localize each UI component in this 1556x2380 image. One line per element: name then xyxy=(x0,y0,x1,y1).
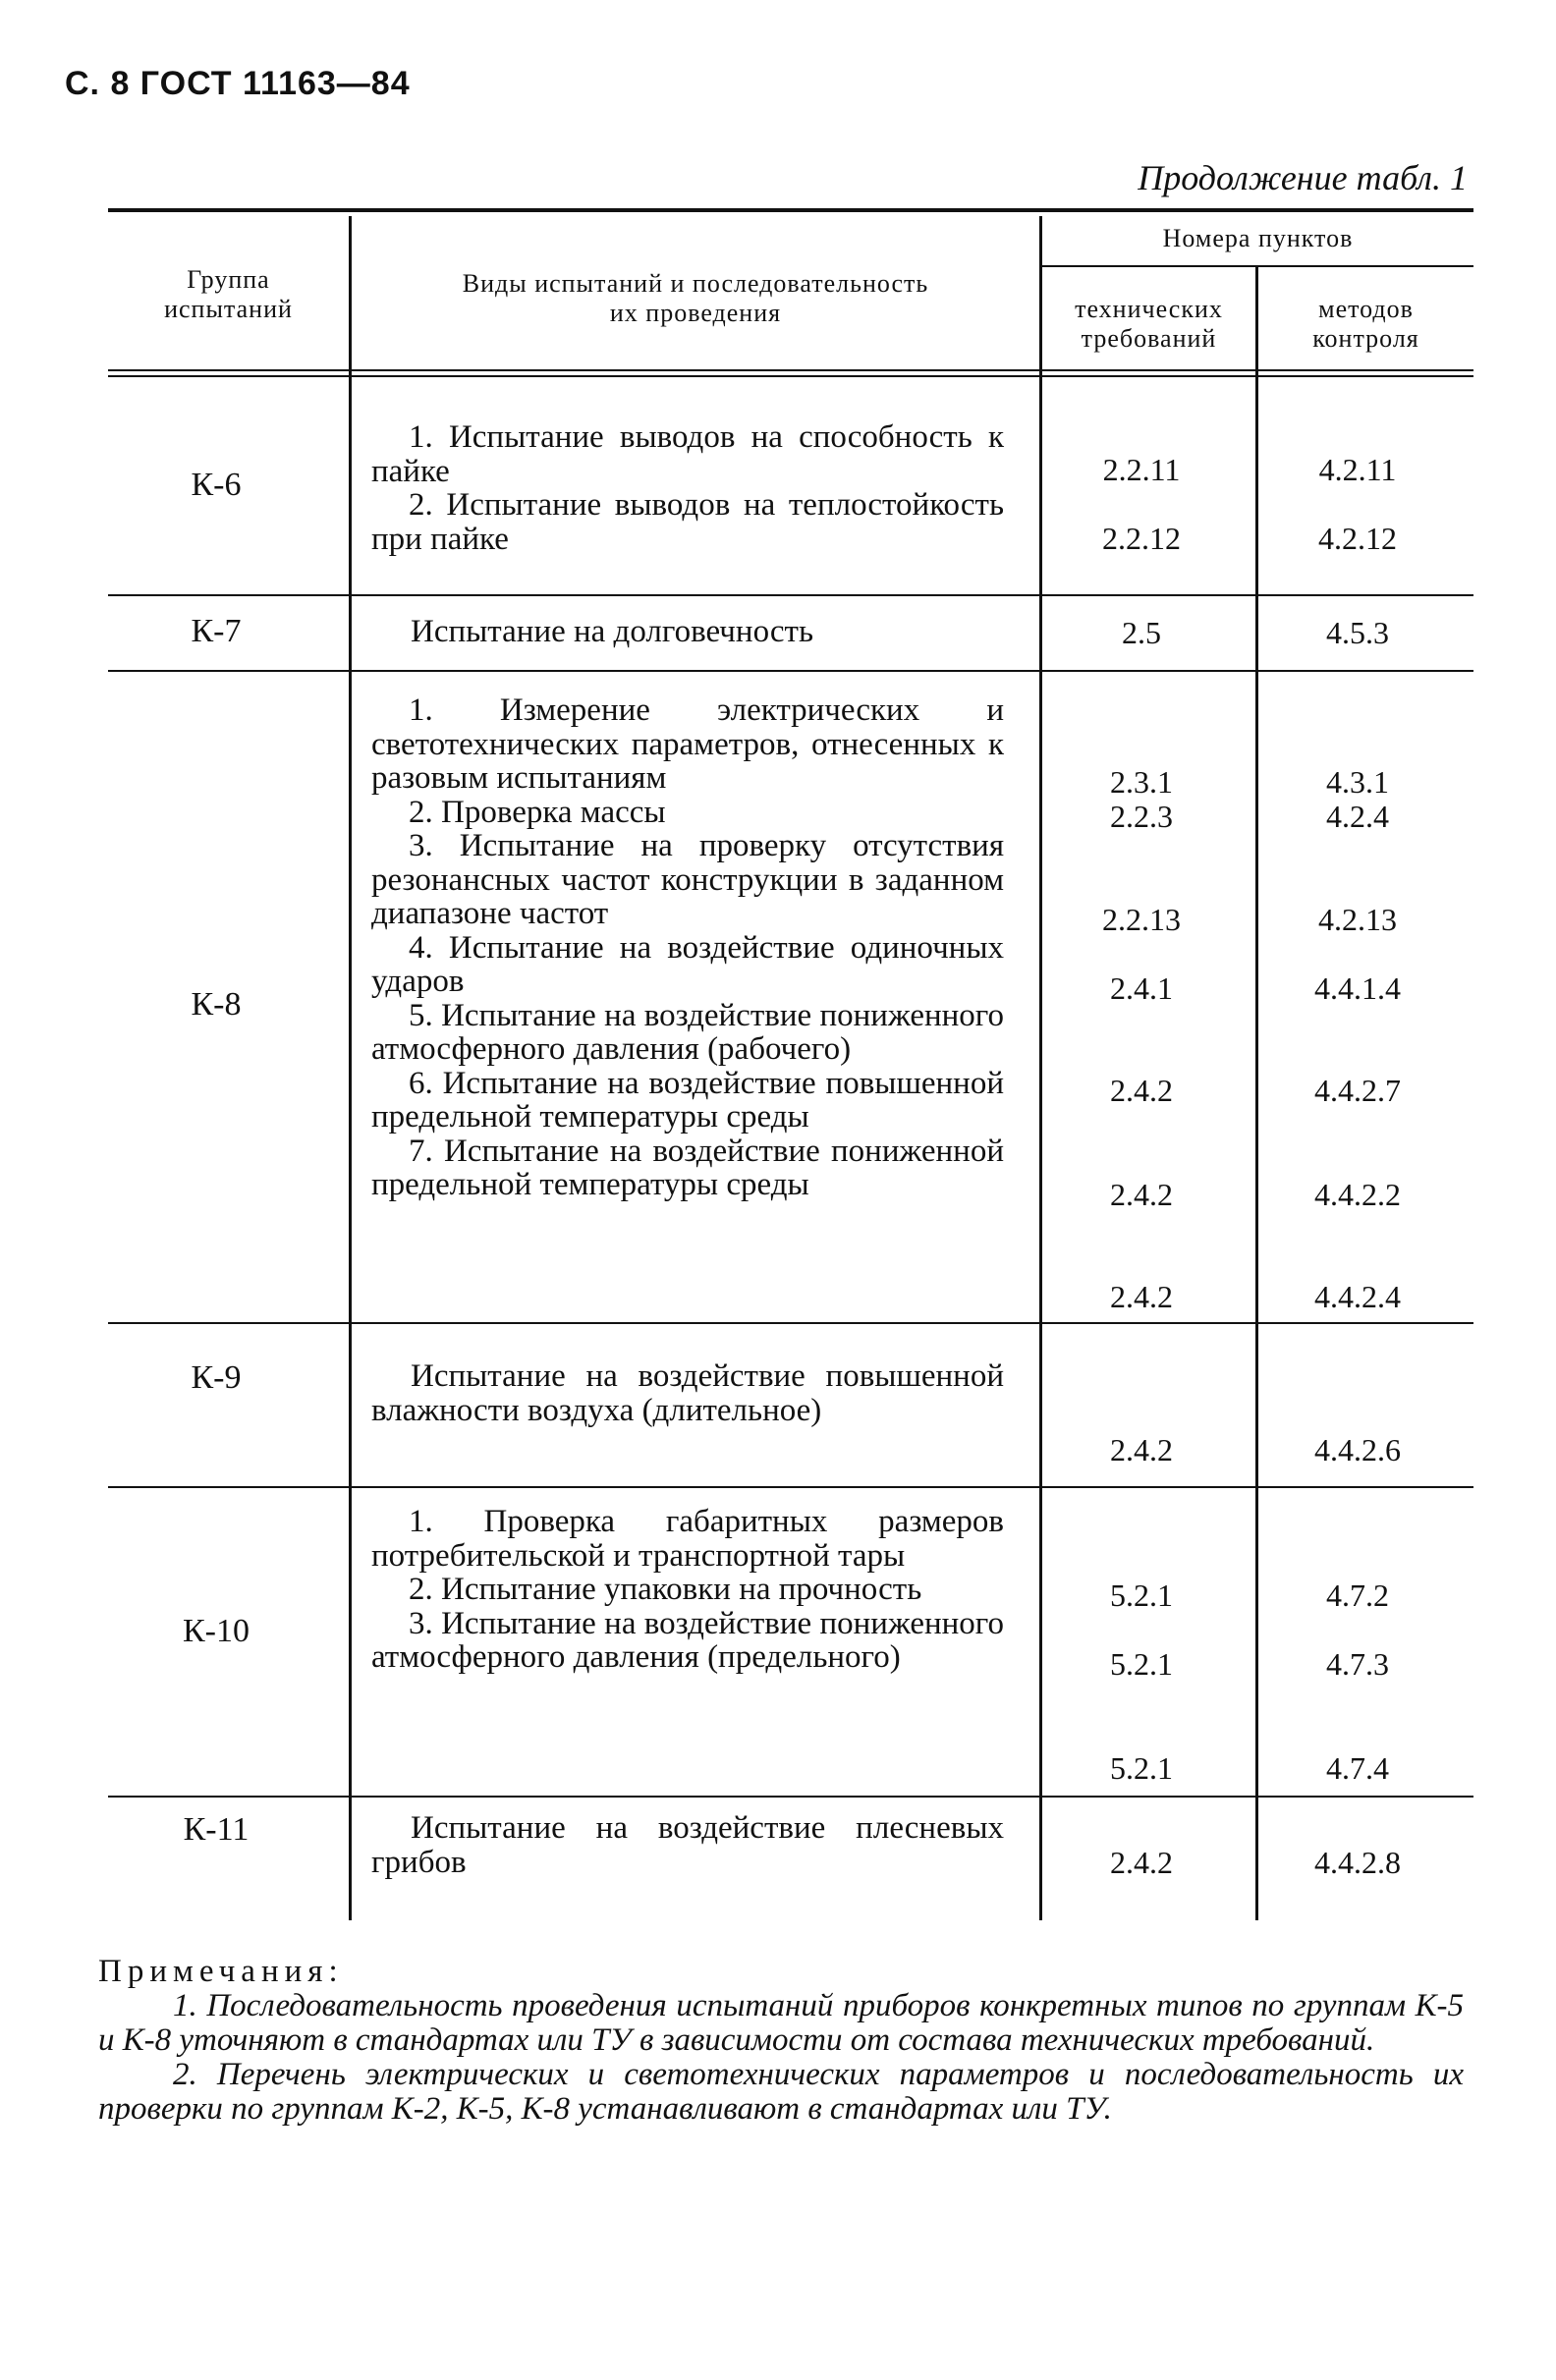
notes-section xyxy=(98,1955,1464,2127)
tech-req-value: 2.5 xyxy=(1122,615,1161,650)
header-bottom-rule xyxy=(108,369,1473,371)
method-value: 4.2.12 xyxy=(1318,521,1397,556)
group-label: К-8 xyxy=(191,986,242,1023)
group-label: К-10 xyxy=(183,1613,250,1649)
test-description: Испытание на воздействие повышенной влажности воздуха (длительное) xyxy=(371,1358,1004,1428)
col-divider-1 xyxy=(349,216,352,1920)
method-value: 4.4.2.2 xyxy=(1314,1177,1401,1212)
method-value: 4.3.1 xyxy=(1326,764,1389,800)
tech-req-value: 2.2.3 xyxy=(1110,799,1173,834)
row-separator xyxy=(108,1322,1473,1324)
tech-req-value: 2.4.2 xyxy=(1110,1432,1173,1467)
tech-req-value: 2.2.12 xyxy=(1102,521,1181,556)
page-header: С. 8 ГОСТ 11163—84 xyxy=(65,65,411,102)
method-value: 4.5.3 xyxy=(1326,615,1389,650)
tech-req-value: 2.2.13 xyxy=(1102,902,1181,937)
method-value: 4.4.2.6 xyxy=(1314,1432,1401,1467)
tech-req-value: 5.2.1 xyxy=(1110,1750,1173,1786)
row-separator xyxy=(108,670,1473,672)
method-value: 4.7.2 xyxy=(1326,1577,1389,1613)
group-label: К-7 xyxy=(191,613,242,649)
note-item: 1. Последовательность проведения испытаний приборов конкретных типов по группам К-5 и К-8 уточняют в стандартах или ТУ в зависимости от состава технических требований. xyxy=(98,1988,1464,2058)
row-separator xyxy=(108,1796,1473,1798)
tech-req-value: 2.4.1 xyxy=(1110,970,1173,1006)
header-bottom-rule-2 xyxy=(108,375,1473,377)
method-value: 4.4.2.4 xyxy=(1314,1279,1401,1314)
tech-req-value: 2.2.11 xyxy=(1102,452,1181,487)
tech-req-value: 2.4.2 xyxy=(1110,1279,1173,1314)
header-tests: Виды испытаний и последовательность их проведения xyxy=(462,269,929,327)
tech-req-value: 5.2.1 xyxy=(1110,1646,1173,1682)
group-label: К-11 xyxy=(183,1811,250,1848)
test-description: Испытание на долговечность xyxy=(411,614,814,649)
col-divider-2 xyxy=(1039,216,1042,1920)
header-methods: методов контроля xyxy=(1312,295,1419,353)
group-label: К-9 xyxy=(191,1359,242,1396)
col-divider-3 xyxy=(1255,267,1258,1920)
tech-req-value: 2.4.2 xyxy=(1110,1073,1173,1108)
method-value: 4.4.2.7 xyxy=(1314,1073,1401,1108)
method-value: 4.4.1.4 xyxy=(1314,970,1401,1006)
method-value: 4.2.4 xyxy=(1326,799,1389,834)
table-top-rule xyxy=(108,208,1473,212)
tech-req-value: 2.3.1 xyxy=(1110,764,1173,800)
tech-req-value: 5.2.1 xyxy=(1110,1577,1173,1613)
method-value: 4.7.3 xyxy=(1326,1646,1389,1682)
test-description: 1. Испытание выводов на способность к пайке 2. Испытание выводов на теплостойкость при пайке xyxy=(371,419,1004,557)
row-separator xyxy=(108,594,1473,596)
header-group: Группа испытаний xyxy=(164,265,293,323)
method-value: 4.4.2.8 xyxy=(1314,1845,1401,1880)
method-value: 4.2.11 xyxy=(1318,452,1397,487)
header-points: Номера пунктов xyxy=(1162,224,1354,252)
method-value: 4.7.4 xyxy=(1326,1750,1389,1786)
tech-req-value: 2.4.2 xyxy=(1110,1845,1173,1880)
tech-req-value: 2.4.2 xyxy=(1110,1177,1173,1212)
header-tech-req: технических требований xyxy=(1075,295,1223,353)
test-description: Испытание на воздействие плесневых грибов xyxy=(371,1810,1004,1880)
test-description: 1. Измерение электрических и светотехнических параметров, отнесенных к разовым испытаниям 2. Проверка массы 3. Испытание на проверку отсутствия резонансных частот конструкции в заданном диапазоне частот 4. Испытание на воздействие одиночных ударов 5. Испытание на воздействие пониженного атмосферного давления (рабочего) 6. Испытание на воздействие повышенной предельной температуры среды 7. Испытание на воздействие пониженной предельной температуры среды xyxy=(371,692,1004,1202)
row-separator xyxy=(108,1486,1473,1488)
test-description: 1. Проверка габаритных размеров потребительской и транспортной тары 2. Испытание упаковки на прочность 3. Испытание на воздействие пониженного атмосферного давления (предельного) xyxy=(371,1504,1004,1675)
table-continued-label: Продолжение табл. 1 xyxy=(1138,158,1468,197)
group-label: К-6 xyxy=(191,467,242,503)
note-item: 2. Перечень электрических и светотехнических параметров и последовательность их проверки по группам К-2, К-5, К-8 устанавливают в стандартах или ТУ. xyxy=(98,2057,1464,2127)
method-value: 4.2.13 xyxy=(1318,902,1397,937)
notes-heading: Примечания: xyxy=(98,1954,344,1989)
